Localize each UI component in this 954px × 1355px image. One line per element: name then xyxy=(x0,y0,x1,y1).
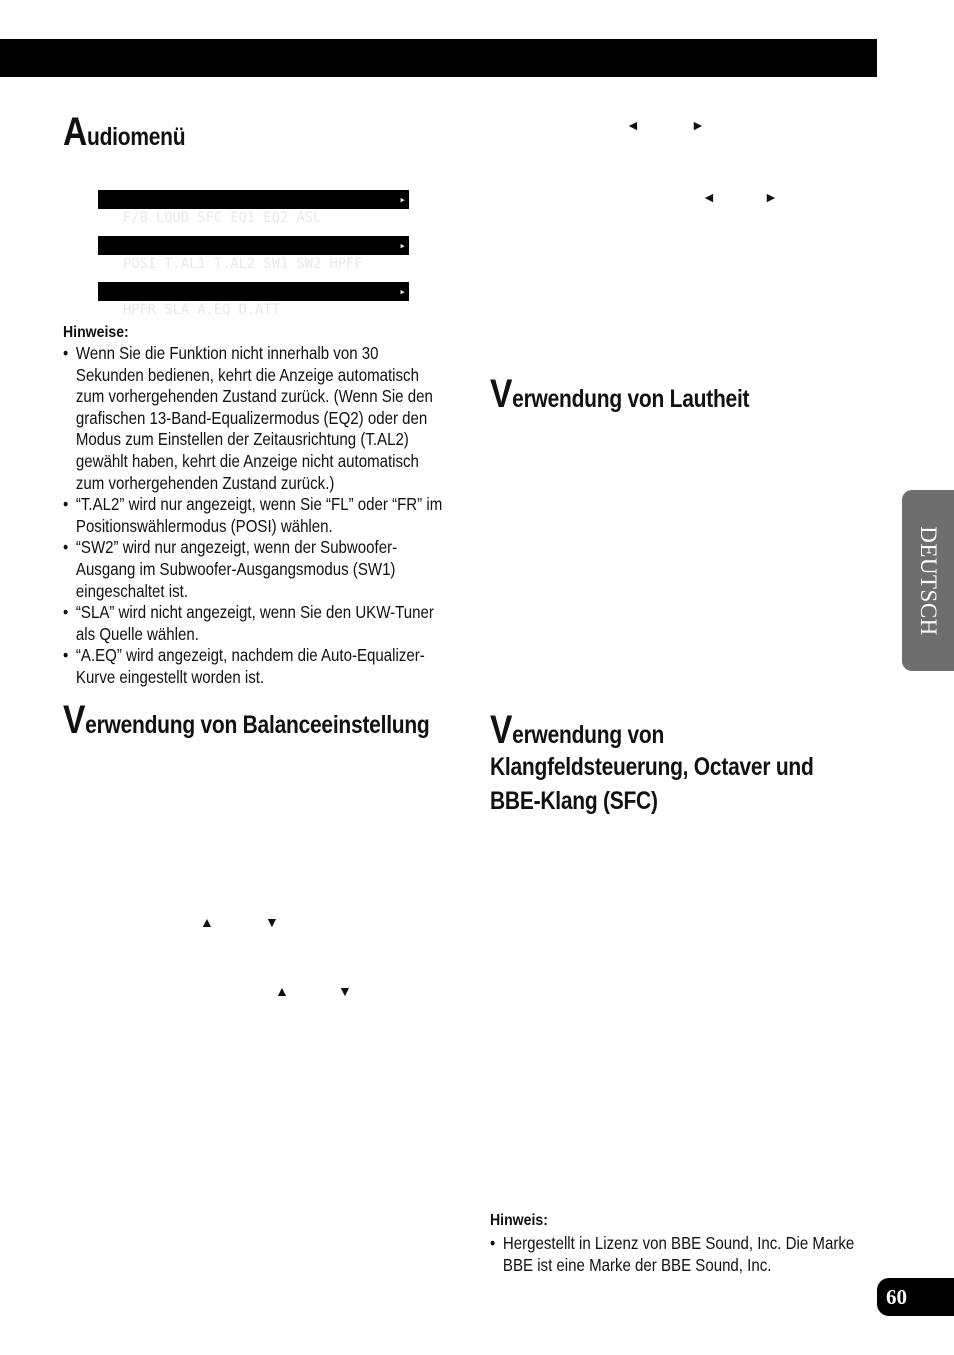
down-arrow-icon: ▼ xyxy=(265,914,279,930)
notes-title: Hinweise: xyxy=(63,324,129,341)
note-item: • “SW2” wird nur angezeigt, wenn der Subwoofer-Ausgang im Subwoofer-Ausgangsmodus (SW1) eingeschaltet ist. xyxy=(63,537,450,602)
heading-sfc-line-3: BBE-Klang (SFC) xyxy=(490,787,658,815)
note-item: • “T.AL2” wird nur angezeigt, wenn Sie “FL” oder “FR” im Positionswählermodus (POSI) wählen. xyxy=(63,494,450,537)
up-arrow-icon: ▲ xyxy=(200,914,214,930)
note-item: • “A.EQ” wird angezeigt, nachdem die Auto-Equalizer-Kurve eingestellt worden ist. xyxy=(63,645,450,688)
top-header-bar xyxy=(0,39,877,77)
arrow-right-icon: ▸ xyxy=(399,239,406,252)
left-arrow-icon: ◄ xyxy=(626,117,640,133)
left-arrow-icon: ◄ xyxy=(702,189,716,205)
heading-audiomenu: Audiomenü xyxy=(63,110,186,154)
language-side-tab: DEUTSCH xyxy=(902,490,954,671)
page-number-badge xyxy=(877,1278,954,1316)
right-arrow-icon: ► xyxy=(691,117,705,133)
up-arrow-icon: ▲ xyxy=(275,983,289,999)
heading-balance: Verwendung von Balanceeinstellung xyxy=(63,698,430,742)
note-item: • “SLA” wird nicht angezeigt, wenn Sie den UKW-Tuner als Quelle wählen. xyxy=(63,602,450,645)
heading-sfc-line-2: Klangfeldsteuerung, Octaver und xyxy=(490,753,814,781)
hinweis-list xyxy=(490,1233,879,1276)
note-item: • Hergestellt in Lizenz von BBE Sound, Inc. Die Marke BBE ist eine Marke der BBE Sound, Inc. xyxy=(490,1233,879,1276)
down-arrow-icon: ▼ xyxy=(338,983,352,999)
note-item: • Wenn Sie die Funktion nicht innerhalb von 30 Sekunden bedienen, kehrt die Anzeige automatisch zum vorhergehenden Zustand zurück. (Wenn Sie den grafischen 13-Band-Equalizermodus (EQ2) oder den Modus zum Einstellen der Zeitausrichtung (T.AL2) gewählt haben, kehrt die Anzeige nicht automatisch zum vorhergehenden Zustand zurück.) xyxy=(63,343,450,494)
arrow-right-icon: ▸ xyxy=(399,193,406,206)
hinweis-title: Hinweis: xyxy=(490,1212,548,1229)
right-arrow-icon: ► xyxy=(764,189,778,205)
arrow-right-icon: ▸ xyxy=(399,285,406,298)
lcd-display-row-3: HPFR SLA A.EQ D.ATT ▸ xyxy=(98,282,409,301)
notes-list xyxy=(63,343,450,689)
lcd-display-row-1: F/B LOUD SFC EQ1 EQ2 ASL ▸ xyxy=(98,190,409,209)
page-number: 60 xyxy=(886,1285,907,1309)
heading-lautheit: Verwendung von Lautheit xyxy=(490,372,750,416)
lcd-display-row-2: POSI T.AL1 T.AL2 SW1 SW2 HPFF ▸ xyxy=(98,236,409,255)
heading-sfc: Verwendung von xyxy=(490,708,665,752)
